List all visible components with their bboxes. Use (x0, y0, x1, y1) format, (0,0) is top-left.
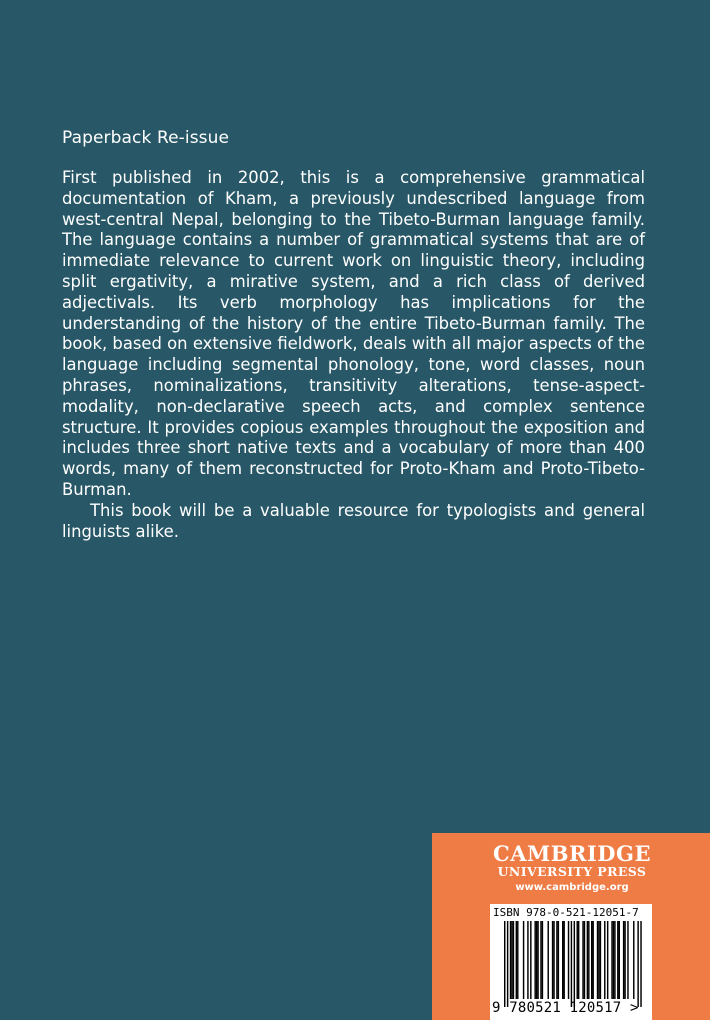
barcode-bar (577, 921, 578, 999)
barcode-bar (517, 921, 518, 999)
barcode-bar (536, 921, 537, 999)
ean-digits: 9 780521 120517 > (492, 1000, 639, 1016)
barcode-bar (548, 921, 549, 999)
barcode-bar (530, 921, 531, 999)
barcode-bar (592, 921, 593, 999)
publisher-website: www.cambridge.org (515, 882, 629, 893)
description-paragraph-1: First published in 2002, this is a comprehensive grammatical documentation of Kham, a previously undescribed language from west-central Nepal, belonging to the Tibeto-Burman language family. The language contains a number of grammatical systems that are of immediate relevance to current work on linguistic theory, including split ergativity, a mirative system, and a rich class of derived adjectivals. Its verb morphology has implications for the understanding of the history of the entire Tibeto-Burman family. The book, based on extensive fieldwork, deals with all major aspects of the language including segmental phonology, tone, word classes, noun phrases, nominalizations, transitivity alterations, tense-aspect-modality, non-declarative speech acts, and complex sentence structure. It provides copious examples throughout the exposition and includes three short native texts and a vocabulary of more than 400 words, many of them reconstructed for Proto-Kham and Proto-Tibeto-Burman. (62, 168, 645, 499)
barcode-bar (597, 921, 598, 999)
barcode-bar (640, 921, 641, 1007)
barcode-bar (623, 921, 624, 999)
barcode-bar (591, 921, 592, 999)
barcode-bar (553, 921, 554, 999)
publisher-name: CAMBRIDGE (493, 841, 651, 866)
barcode-bar (513, 921, 514, 999)
barcode-bar (617, 921, 618, 999)
barcode-bar (637, 921, 638, 1007)
barcode-bar (510, 921, 511, 999)
barcode-bar (600, 921, 601, 999)
reissue-heading: Paperback Re-issue (62, 128, 230, 148)
barcode-bar (587, 921, 588, 999)
barcode-bar (588, 921, 589, 999)
barcode-bar (511, 921, 512, 999)
publisher-panel (432, 833, 710, 1020)
barcode-bar (558, 921, 559, 999)
barcode-bar (607, 921, 608, 999)
barcode-bar (614, 921, 615, 999)
barcode-bar (552, 921, 553, 999)
isbn-barcode (490, 904, 652, 1020)
barcode-bar (578, 921, 579, 999)
barcode-bar (507, 921, 508, 1007)
barcode-bar (619, 921, 620, 999)
barcode-bar (542, 921, 543, 999)
barcode-bar (523, 921, 524, 999)
barcode-bar (624, 921, 625, 999)
barcode-bar (613, 921, 614, 999)
barcode-bar (516, 921, 517, 999)
barcode-bar (582, 921, 583, 999)
barcode-bar (598, 921, 599, 999)
barcode-bar (633, 921, 634, 999)
barcode-bar (571, 921, 572, 1007)
barcode-bar (537, 921, 538, 999)
publisher-press: UNIVERSITY PRESS (497, 864, 647, 879)
isbn-label: ISBN 978-0-521-12051-7 (493, 906, 639, 919)
barcode-bar (604, 921, 605, 999)
barcode-bar (563, 921, 564, 999)
barcode-bar (568, 921, 569, 999)
barcode-bar (556, 921, 557, 999)
barcode-bar (584, 921, 585, 999)
barcode-bar (540, 921, 541, 999)
barcode-bar (527, 921, 528, 999)
barcode-bar (504, 921, 505, 1007)
description-paragraph-2: This book will be a valuable resource for typologists and general linguists alike. (62, 500, 645, 541)
barcode-bar (562, 921, 563, 999)
barcode-bar (627, 921, 628, 999)
barcode-bar (611, 921, 612, 999)
barcode-bar (534, 921, 535, 999)
barcode-bar (574, 921, 575, 1007)
book-description (62, 168, 645, 542)
